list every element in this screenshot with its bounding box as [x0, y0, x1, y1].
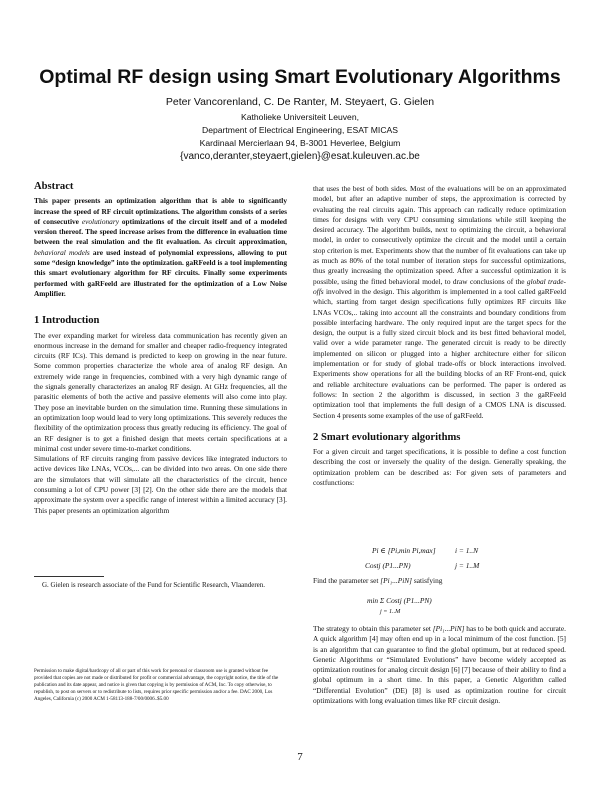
- section-2-paragraph-1: For a given circuit and target specifications, it is possible to define a cost function describing the cost or inversely the quality of the design. Generally speaking, the optimization problem can be described as: For given sets of parameters and costfunctions:: [313, 447, 566, 488]
- strategy-text-b: has to be both quick and accurate. A quick algorithm [4] may often end up in a local minimum of the cost function. [5] is an algorithm that can guarantee to find the global optimum, but at reduced speed. Genetic Algorithms or “Simulated Evolutions” have become widely accepted as optimization routines for analog circuit design [6] [7] because of their ability to find a global optimum in a short time. In this paper, a Genetic Algorithm called “Differential Evolution” (DE) [8] is used as optimization routine for circuit optimizations with long evaluation times like RF circuit design.: [313, 624, 567, 706]
- intro-paragraph-1: The ever expanding market for wireless data communication has recently given an enormous increase in the demand for smaller and cheaper radio-frequency integrated circuits (RF ICs). This demand is predicted to keep on growing in the near future. Some common properties characterize the whole area of analog RF design. An extremely wide range in frequencies, combined with a very high dynamic range of the signals generally characterizes an analog RF design. At GHz frequencies, all the parasitic elements of both the active and passive elements will also come into play. They pose an inevitable burden on the simulation time. Running these simulations in an optimization loop would lead to very long optimizations. This severely reduces the flexibility of the optimization process thus greatly reducing its efficiency. The goal of an RF designer is to get a finished design that meets certain specifications at a minimal cost under severe time-to-market conditions.: [34, 330, 287, 453]
- abstract-text-1: This paper presents an optimization algorithm that is able to significantly increase the speed of RF circuit optimizations. The algorithm consists of a series of consecutive: [34, 196, 287, 226]
- right-text-1a: that uses the best of both sides. Most of the evaluations will be on an approximated model, but after an adaptive number of steps, the approximation is corrected by evaluating the real circuits again. This approach can radically reduce optimization times for designs with very CPU consuming simulations while still keeping the desired accuracy. The algorithm builds, next to optimizing the circuit, a behavioral model, in order to consecutively optimize the circuit and the model until a certain stop criterion is met. Experiments show that the number of fit evaluations can take up as much as 80% of the total number of iteration steps for successful optimizations, thus greatly increasing the optimization speed. After a successful optimization it is possible, using the fitted behavioral model, to draw conclusions of the: [313, 184, 566, 286]
- footnote-divider: [34, 576, 104, 577]
- copyright-notice: Permission to make digital/hardcopy of all or part of this work for personal or classroom use is granted without fee provided that copies are not made or distributed for profit or commercial advantage, the copyright notice, the title of the publication and its date appear, and notice is given that copying is by permission of ACM, Inc. To copy otherwise, to republish, to post on servers or to redistribute to lists, requires prior specific permission and/or a fee. DAC 2000, Los Angeles, California (c) 2000 ACM 1-58113-188-7/00/0006..$5.00: [34, 668, 279, 703]
- equation-3-subscript: j = 1..M: [380, 608, 401, 615]
- strategy-text-a: The strategy to obtain this parameter set: [313, 624, 433, 633]
- page-number: 7: [297, 751, 303, 763]
- abstract-body: [34, 196, 287, 299]
- global-tradeoffs-emphasis: global trade-offs: [313, 276, 566, 296]
- find-text-b: satisfying: [412, 576, 443, 585]
- find-parameter-set: [Pi₁...PiN]: [380, 576, 413, 585]
- author-email: {vanco,deranter,steyaert,gielen}@esat.kuleuven.ac.be: [180, 151, 420, 162]
- affiliation-line-1: Katholieke Universiteit Leuven,: [241, 112, 359, 122]
- section-2-heading: 2 Smart evolutionary algorithms: [313, 431, 461, 443]
- paper-authors: Peter Vancorenland, C. De Ranter, M. Steyaert, G. Gielen: [165, 96, 435, 108]
- equation-2-left: Costj (P1...PN): [365, 561, 411, 570]
- left-column: [34, 182, 287, 516]
- equation-2-right: j = 1..M: [455, 561, 480, 570]
- abstract-text-2: optimizations of the circuit itself and of a modeled version thereof. The speed increase arises from the difference in evaluation time between the real simulation and the fit evaluation. As circuit approximation,: [34, 216, 287, 247]
- abstract-emphasis-1: evolutionary: [81, 216, 119, 226]
- footnote: G. Gielen is research associate of the Fund for Scientific Research, Vlaanderen.: [42, 581, 266, 589]
- affiliation-line-3: Kardinaal Mercierlaan 94, B-3001 Heverlee, Belgium: [199, 138, 401, 148]
- abstract-text-3: are used instead of polynomial expressions, allowing to put some “design knowledge” into the optimization. gaRFeeld is a tool implementing this smart evolutionary algorithm for RF circuits. Finally some experiments performed with gaRFeeld are illustrated for the optimization of a Low Noise Amplifier.: [34, 247, 287, 298]
- equation-1-right: i = 1..N: [455, 546, 479, 555]
- intro-paragraph-2: Simulations of RF circuits ranging from passive devices like integrated inductors to active devices like LNAs, VCOs,... can be divided into two areas. On one side there are the simulators that will simulate all the characteristics of the circuit, hence consuming a lot of CPU power [3] [2]. On the other side there are the models that approximate the system over a specific range of interest within a limited accuracy [3]. This paper presents an optimization algorithm: [34, 454, 287, 515]
- equation-3: min Σ Costj (P1...PN): [367, 596, 432, 605]
- equation-1-left: Pi ∈ [Pi,min Pi,max]: [372, 546, 436, 555]
- right-text-1b: involved in the design. This algorithm is implemented in a tool called gaRFeeld which, starting from target design specifications fully optimizes RF circuits like LNAs VCOs,.. taking into account all the constraints and boundary conditions from possible interfacing hardware. The only required input are the target specs for the design, the output is a fully sized circuit block and its best fitted behavioral model, valid over a wide parameter range. The generated circuit is ready to be directly implemented on silicon or plugged into a higher architecture either for silicon implementation or for study of global trade-offs or block interactions involved. Experiments show operations for all the building blocks of an RF Front-end, quick and reliable architecture evaluations can be performed. The paper is ordered as follows: In section 2 the algorithm is discussed, in section 3 the gaRFeeld optimization tool that implements the full design of a CMOS LNA is discussed. Section 4 presents some examples of the use of gaRFeeld.: [313, 286, 566, 420]
- affiliation-line-2: Department of Electrical Engineering, ESAT MICAS: [202, 125, 398, 135]
- strategy-parameter-set: [Pi₁...PiN]: [432, 624, 465, 633]
- introduction-heading: 1 Introduction: [34, 315, 100, 327]
- find-parameter-line: [313, 576, 566, 586]
- paper-title: Optimal RF design using Smart Evolutionary Algorithms: [39, 66, 561, 88]
- abstract-heading: Abstract: [34, 181, 74, 192]
- right-column: [313, 184, 566, 488]
- abstract-emphasis-2: behavioral models: [34, 247, 90, 257]
- section-2-paragraph-2: [313, 624, 566, 706]
- right-paragraph-1: [313, 184, 566, 421]
- section-2-paragraph-2-container: [313, 624, 566, 706]
- find-text-a: Find the parameter set: [313, 576, 381, 585]
